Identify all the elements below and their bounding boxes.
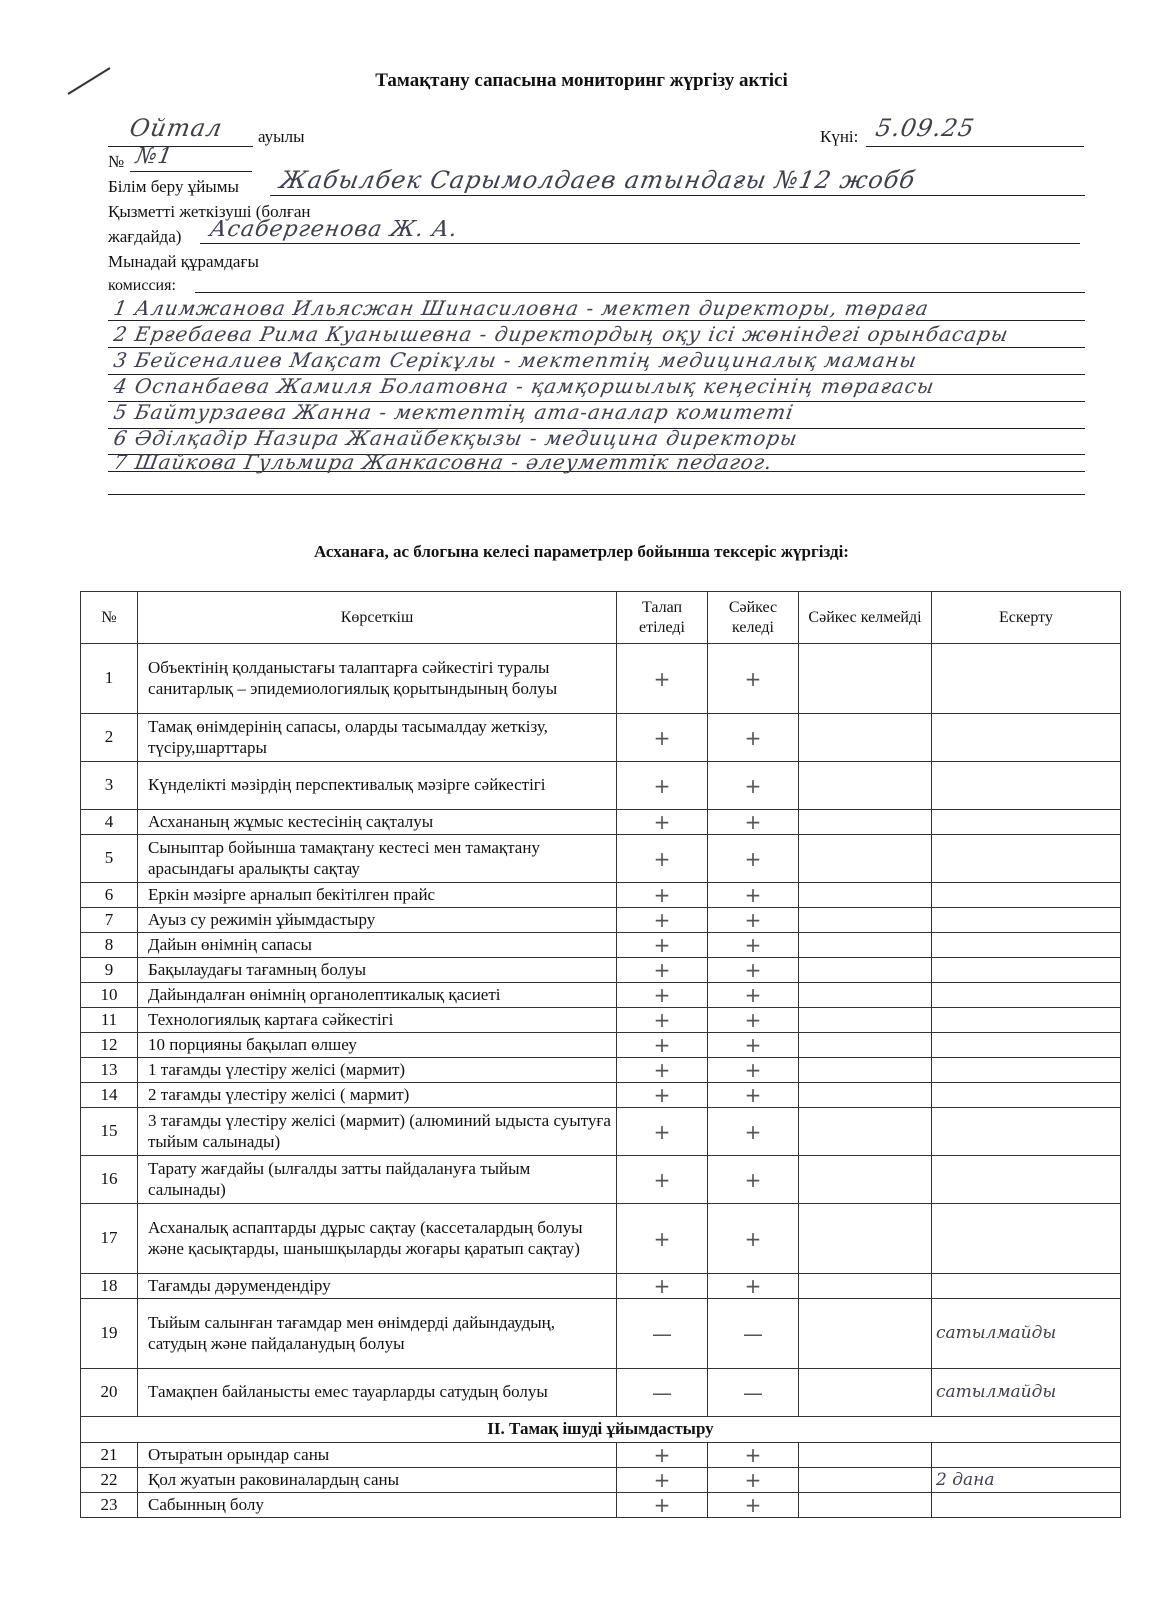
row-indicator: Дайындалған өнімнің органолептикалық қасиеті	[138, 983, 617, 1008]
row-noncompliant-mark	[799, 1493, 932, 1518]
row-indicator: 10 порцияны бақылап өлшеу	[138, 1033, 617, 1058]
row-number: 14	[81, 1083, 138, 1108]
row-noncompliant-mark	[799, 933, 932, 958]
row-compliant-mark: +	[708, 1008, 799, 1033]
row-compliant-mark: +	[708, 933, 799, 958]
row-compliant-mark: +	[708, 762, 799, 810]
table-row	[81, 1058, 1121, 1083]
row-indicator: Асханалық аспаптарды дұрыс сақтау (кассеталардың болуы және қасықтарды, шанышқыларды жоғары қаратып сақтау)	[138, 1204, 617, 1274]
row-note	[932, 644, 1121, 714]
row-noncompliant-mark	[799, 1058, 932, 1083]
table-row	[81, 958, 1121, 983]
org-value: Жабылбек Сарымолдаев атындағы №12 жобб	[277, 166, 918, 194]
row-indicator: Объектінің қолданыстағы талаптарға сәйкестігі туралы санитарлық – эпидемиологиялық қорытындының болуы	[138, 644, 617, 714]
header-indicator: Көрсеткіш	[138, 592, 617, 644]
row-number: 13	[81, 1058, 138, 1083]
row-compliant-mark: +	[708, 983, 799, 1008]
commission-member-5: 5 Байтурзаева Жанна - мектептің ата-аналар комитеті	[111, 400, 796, 424]
row-indicator: Сыныптар бойынша тамақтану кестесі мен тамақтану арасындағы аралықты сақтау	[138, 835, 617, 883]
number-underline	[130, 171, 252, 172]
commission-line	[108, 494, 1085, 495]
section2-title: ІІ. Тамақ ішуді ұйымдастыру	[81, 1417, 1121, 1443]
row-indicator: 2 тағамды үлестіру желісі ( мармит)	[138, 1083, 617, 1108]
header-noncompliant: Сәйкес келмейді	[799, 592, 932, 644]
row-noncompliant-mark	[799, 1008, 932, 1033]
row-noncompliant-mark	[799, 1443, 932, 1468]
row-noncompliant-mark	[799, 1083, 932, 1108]
row-compliant-mark: +	[708, 1468, 799, 1493]
commission-line	[108, 320, 1085, 321]
supplier-value: Асабергенова Ж. А.	[207, 217, 460, 242]
row-number: 17	[81, 1204, 138, 1274]
table-row	[81, 714, 1121, 762]
row-note	[932, 1058, 1121, 1083]
row-required-mark: +	[617, 1468, 708, 1493]
row-note: сатылмайды	[932, 1299, 1121, 1369]
row-required-mark: +	[617, 1204, 708, 1274]
row-number: 2	[81, 714, 138, 762]
table-row	[81, 644, 1121, 714]
row-noncompliant-mark	[799, 1369, 932, 1417]
row-compliant-mark: +	[708, 1083, 799, 1108]
row-required-mark: +	[617, 983, 708, 1008]
aul-value: Ойтал	[127, 114, 225, 142]
row-noncompliant-mark	[799, 1468, 932, 1493]
row-noncompliant-mark	[799, 883, 932, 908]
row-required-mark: +	[617, 1083, 708, 1108]
row-note	[932, 983, 1121, 1008]
row-noncompliant-mark	[799, 1204, 932, 1274]
row-number: 21	[81, 1443, 138, 1468]
table-row	[81, 835, 1121, 883]
row-indicator: Сабынның болу	[138, 1493, 617, 1518]
row-note	[932, 1156, 1121, 1204]
row-required-mark: +	[617, 1008, 708, 1033]
row-noncompliant-mark	[799, 908, 932, 933]
table-row	[81, 762, 1121, 810]
row-noncompliant-mark	[799, 714, 932, 762]
row-required-mark: —	[617, 1299, 708, 1369]
row-compliant-mark: +	[708, 908, 799, 933]
row-compliant-mark: +	[708, 835, 799, 883]
row-note	[932, 1033, 1121, 1058]
table-row	[81, 1008, 1121, 1033]
row-required-mark: +	[617, 1443, 708, 1468]
row-number: 12	[81, 1033, 138, 1058]
commission-label-line2: комиссия:	[108, 277, 176, 294]
commission-member-4: 4 Оспанбаева Жамиля Болатовна - қамқоршылық кеңесінің төрағасы	[111, 374, 937, 398]
table-row	[81, 933, 1121, 958]
row-number: 6	[81, 883, 138, 908]
row-compliant-mark: +	[708, 714, 799, 762]
row-compliant-mark: —	[708, 1299, 799, 1369]
aul-underline	[108, 146, 253, 147]
row-note	[932, 1108, 1121, 1156]
row-required-mark: +	[617, 762, 708, 810]
org-underline	[270, 195, 1085, 196]
row-noncompliant-mark	[799, 835, 932, 883]
row-number: 18	[81, 1274, 138, 1299]
table-row	[81, 1083, 1121, 1108]
row-indicator: Еркін мәзірге арналып бекітілген прайс	[138, 883, 617, 908]
row-number: 7	[81, 908, 138, 933]
row-note	[932, 883, 1121, 908]
row-indicator: Ауыз су режимін ұйымдастыру	[138, 908, 617, 933]
row-indicator: Қол жуатын раковиналардың саны	[138, 1468, 617, 1493]
row-noncompliant-mark	[799, 644, 932, 714]
row-noncompliant-mark	[799, 983, 932, 1008]
row-number: 23	[81, 1493, 138, 1518]
org-label: Білім беру ұйымы	[108, 177, 239, 196]
date-value: 5.09.25	[873, 114, 978, 142]
supplier-label-line1: Қызметті жеткізуші (болған	[108, 202, 311, 221]
row-noncompliant-mark	[799, 1274, 932, 1299]
table-row	[81, 883, 1121, 908]
row-indicator: 3 тағамды үлестіру желісі (мармит) (алюминий ыдыста суытуға тыйым салынады)	[138, 1108, 617, 1156]
row-note	[932, 958, 1121, 983]
row-number: 20	[81, 1369, 138, 1417]
row-note	[932, 1008, 1121, 1033]
row-number: 1	[81, 644, 138, 714]
row-required-mark: +	[617, 1493, 708, 1518]
row-indicator: Дайын өнімнің сапасы	[138, 933, 617, 958]
row-note	[932, 1493, 1121, 1518]
row-noncompliant-mark	[799, 1108, 932, 1156]
row-note	[932, 908, 1121, 933]
table-row	[81, 1204, 1121, 1274]
row-number: 15	[81, 1108, 138, 1156]
row-indicator: Тыйым салынған тағамдар мен өнімдерді дайындаудың, сатудың және пайдаланудың болуы	[138, 1299, 617, 1369]
row-noncompliant-mark	[799, 762, 932, 810]
table-row	[81, 1468, 1121, 1493]
table-row	[81, 1443, 1121, 1468]
row-indicator: Бақылаудағы тағамның болуы	[138, 958, 617, 983]
row-number: 10	[81, 983, 138, 1008]
header-num: №	[81, 592, 138, 644]
row-note	[932, 714, 1121, 762]
row-note	[932, 933, 1121, 958]
row-indicator: Асхананың жұмыс кестесінің сақталуы	[138, 810, 617, 835]
table-row	[81, 1033, 1121, 1058]
row-indicator: Технологиялық картаға сәйкестігі	[138, 1008, 617, 1033]
section2-row	[81, 1417, 1121, 1443]
commission-member-2: 2 Ерғебаева Рима Куанышевна - директордың оқу ісі жөніндегі орынбасары	[111, 322, 1011, 346]
commission-underline-0	[195, 292, 1085, 293]
row-indicator: Отыратын орындар саны	[138, 1443, 617, 1468]
row-number: 8	[81, 933, 138, 958]
row-required-mark: +	[617, 835, 708, 883]
table-row	[81, 810, 1121, 835]
row-indicator: Тамақпен байланысты емес тауарларды сатудың болуы	[138, 1369, 617, 1417]
row-required-mark: +	[617, 810, 708, 835]
row-noncompliant-mark	[799, 1299, 932, 1369]
date-label: Күні:	[820, 127, 859, 146]
row-indicator: Күнделікті мәзірдің перспективалық мәзірге сәйкестігі	[138, 762, 617, 810]
commission-label-line1: Мынадай құрамдағы	[108, 252, 259, 271]
row-noncompliant-mark	[799, 1156, 932, 1204]
date-underline	[866, 146, 1084, 147]
table-row	[81, 983, 1121, 1008]
row-note	[932, 1443, 1121, 1468]
row-number: 3	[81, 762, 138, 810]
row-required-mark: +	[617, 1033, 708, 1058]
row-number: 11	[81, 1008, 138, 1033]
row-indicator: Тамақ өнімдерінің сапасы, оларды тасымалдау жеткізу, түсіру,шарттары	[138, 714, 617, 762]
row-number: 5	[81, 835, 138, 883]
page-title: Тамақтану сапасына мониторинг жүргізу актісі	[375, 70, 788, 91]
row-compliant-mark: +	[708, 1108, 799, 1156]
row-number: 9	[81, 958, 138, 983]
number-value: №1	[133, 144, 176, 169]
row-compliant-mark: +	[708, 1443, 799, 1468]
row-note	[932, 1204, 1121, 1274]
row-required-mark: +	[617, 908, 708, 933]
row-number: 22	[81, 1468, 138, 1493]
row-compliant-mark: +	[708, 1493, 799, 1518]
row-required-mark: +	[617, 714, 708, 762]
commission-member-1: 1 Алимжанова Ильясжан Шинасиловна - мектеп директоры, төраға	[111, 296, 932, 320]
commission-member-3: 3 Бейсеналиев Мақсат Серікұлы - мектептің медициналық маманы	[111, 348, 920, 372]
row-required-mark: +	[617, 958, 708, 983]
row-note: сатылмайды	[932, 1369, 1121, 1417]
row-compliant-mark: —	[708, 1369, 799, 1417]
row-compliant-mark: +	[708, 958, 799, 983]
row-required-mark: +	[617, 883, 708, 908]
row-number: 4	[81, 810, 138, 835]
row-required-mark: +	[617, 1108, 708, 1156]
table-row	[81, 1493, 1121, 1518]
row-indicator: Тарату жағдайы (ылғалды затты пайдалануға тыйым салынады)	[138, 1156, 617, 1204]
row-required-mark: +	[617, 1058, 708, 1083]
supplier-underline	[200, 243, 1080, 244]
table-row	[81, 1274, 1121, 1299]
header-compliant: Сәйкес келеді	[708, 592, 799, 644]
row-note	[932, 810, 1121, 835]
row-indicator: Тағамды дәрумендендіру	[138, 1274, 617, 1299]
header-required: Талап етіледі	[617, 592, 708, 644]
table-row	[81, 1108, 1121, 1156]
commission-member-7: 7 Шайкова Гульмира Жанкасовна - әлеуметтік педагог.	[111, 450, 775, 474]
row-compliant-mark: +	[708, 883, 799, 908]
table-row	[81, 1299, 1121, 1369]
table-row	[81, 908, 1121, 933]
row-note	[932, 835, 1121, 883]
row-note	[932, 1274, 1121, 1299]
row-compliant-mark: +	[708, 644, 799, 714]
inspection-table	[80, 591, 1121, 1518]
row-note	[932, 1083, 1121, 1108]
commission-member-6: 6 Әділқадір Назира Жанайбекқызы - медицина директоры	[111, 426, 800, 450]
supplier-label-line2: жағдайда)	[108, 227, 182, 246]
row-required-mark: +	[617, 1156, 708, 1204]
aul-label: ауылы	[258, 127, 305, 146]
row-noncompliant-mark	[799, 810, 932, 835]
row-noncompliant-mark	[799, 958, 932, 983]
row-compliant-mark: +	[708, 1274, 799, 1299]
section-title: Асханаға, ас блогына келесі параметрлер бойынша тексеріс жүргізді:	[314, 542, 849, 561]
row-compliant-mark: +	[708, 1058, 799, 1083]
row-compliant-mark: +	[708, 810, 799, 835]
row-required-mark: —	[617, 1369, 708, 1417]
row-required-mark: +	[617, 933, 708, 958]
row-indicator: 1 тағамды үлестіру желісі (мармит)	[138, 1058, 617, 1083]
row-note: 2 дана	[932, 1468, 1121, 1493]
row-number: 16	[81, 1156, 138, 1204]
row-compliant-mark: +	[708, 1204, 799, 1274]
row-note	[932, 762, 1121, 810]
table-row	[81, 1369, 1121, 1417]
table-row	[81, 1156, 1121, 1204]
table-header-row	[81, 592, 1121, 644]
header-note: Ескерту	[932, 592, 1121, 644]
row-compliant-mark: +	[708, 1156, 799, 1204]
row-number: 19	[81, 1299, 138, 1369]
row-required-mark: +	[617, 644, 708, 714]
row-required-mark: +	[617, 1274, 708, 1299]
row-noncompliant-mark	[799, 1033, 932, 1058]
number-label: №	[108, 152, 125, 171]
row-compliant-mark: +	[708, 1033, 799, 1058]
